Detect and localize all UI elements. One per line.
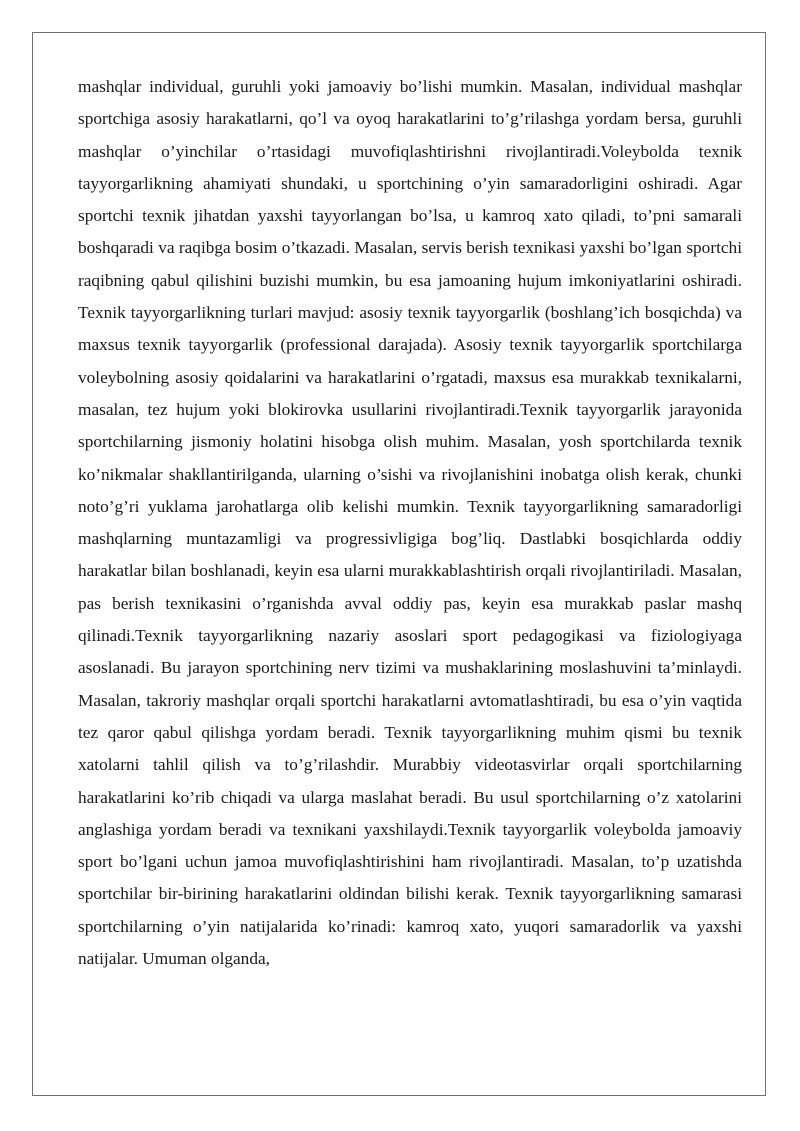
page-body (78, 71, 742, 975)
body-paragraph: mashqlar individual, guruhli yoki jamoaviy bo’lishi mumkin. Masalan, individual mashqlar sportchiga asosiy harakatlarni, qo’l va oyoq harakatlarini to’g’rilashga yordam bersa, guruhli mashqlar o’yinchilar o’rtasidagi muvofiqlashtirishni rivojlantiradi.Voleybolda texnik tayyorgarlikning ahamiyati shundaki, u sportchining o’yin samaradorligini oshiradi. Agar sportchi texnik jihatdan yaxshi tayyorlangan bo’lsa, u kamroq xato qiladi, to’pni samarali boshqaradi va raqibga bosim o’tkazadi. Masalan, servis berish texnikasi yaxshi bo’lgan sportchi raqibning qabul qilishini buzishi mumkin, bu esa jamoaning hujum imkoniyatlarini oshiradi. Texnik tayyorgarlikning turlari mavjud: asosiy texnik tayyorgarlik (boshlang’ich bosqichda) va maxsus texnik tayyorgarlik (professional darajada). Asosiy texnik tayyorgarlik sportchilarga voleybolning asosiy qoidalarini va harakatlarini o’rgatadi, maxsus esa murakkab texnikalarni, masalan, tez hujum yoki blokirovka usullarini rivojlantiradi.Texnik tayyorgarlik jarayonida sportchilarning jismoniy holatini hisobga olish muhim. Masalan, yosh sportchilarda texnik ko’nikmalar shakllantirilganda, ularning o’sishi va rivojlanishini inobatga olish kerak, chunki noto’g’ri yuklama jarohatlarga olib kelishi mumkin. Texnik tayyorgarlikning samaradorligi mashqlarning muntazamligi va progressivligiga bog’liq. Dastlabki bosqichlarda oddiy harakatlar bilan boshlanadi, keyin esa ularni murakkablashtirish orqali rivojlantiriladi. Masalan, pas berish texnikasini o’rganishda avval oddiy pas, keyin esa murakkab paslar mashq qilinadi.Texnik tayyorgarlikning nazariy asoslari sport pedagogikasi va fiziologiyaga asoslanadi. Bu jarayon sportchining nerv tizimi va mushaklarining moslashuvini ta’minlaydi. Masalan, takroriy mashqlar orqali sportchi harakatlarni avtomatlashtiradi, bu esa o’yin vaqtida tez qaror qabul qilishga yordam beradi. Texnik tayyorgarlikning muhim qismi bu texnik xatolarni tahlil qilish va to’g’rilashdir. Murabbiy videotasvirlar orqali sportchilarning harakatlarini ko’rib chiqadi va ularga maslahat beradi. Bu usul sportchilarning o’z xatolarini anglashiga yordam beradi va texnikani yaxshilaydi.Texnik tayyorgarlik voleybolda jamoaviy sport bo’lgani uchun jamoa muvofiqlashtirishini ham rivojlantiradi. Masalan, to’p uzatishda sportchilar bir-birining harakatlarini oldindan bilishi kerak. Texnik tayyorgarlikning samarasi sportchilarning o’yin natijalarida ko’rinadi: kamroq xato, yuqori samaradorlik va yaxshi natijalar. Umuman olganda, (78, 77, 742, 969)
